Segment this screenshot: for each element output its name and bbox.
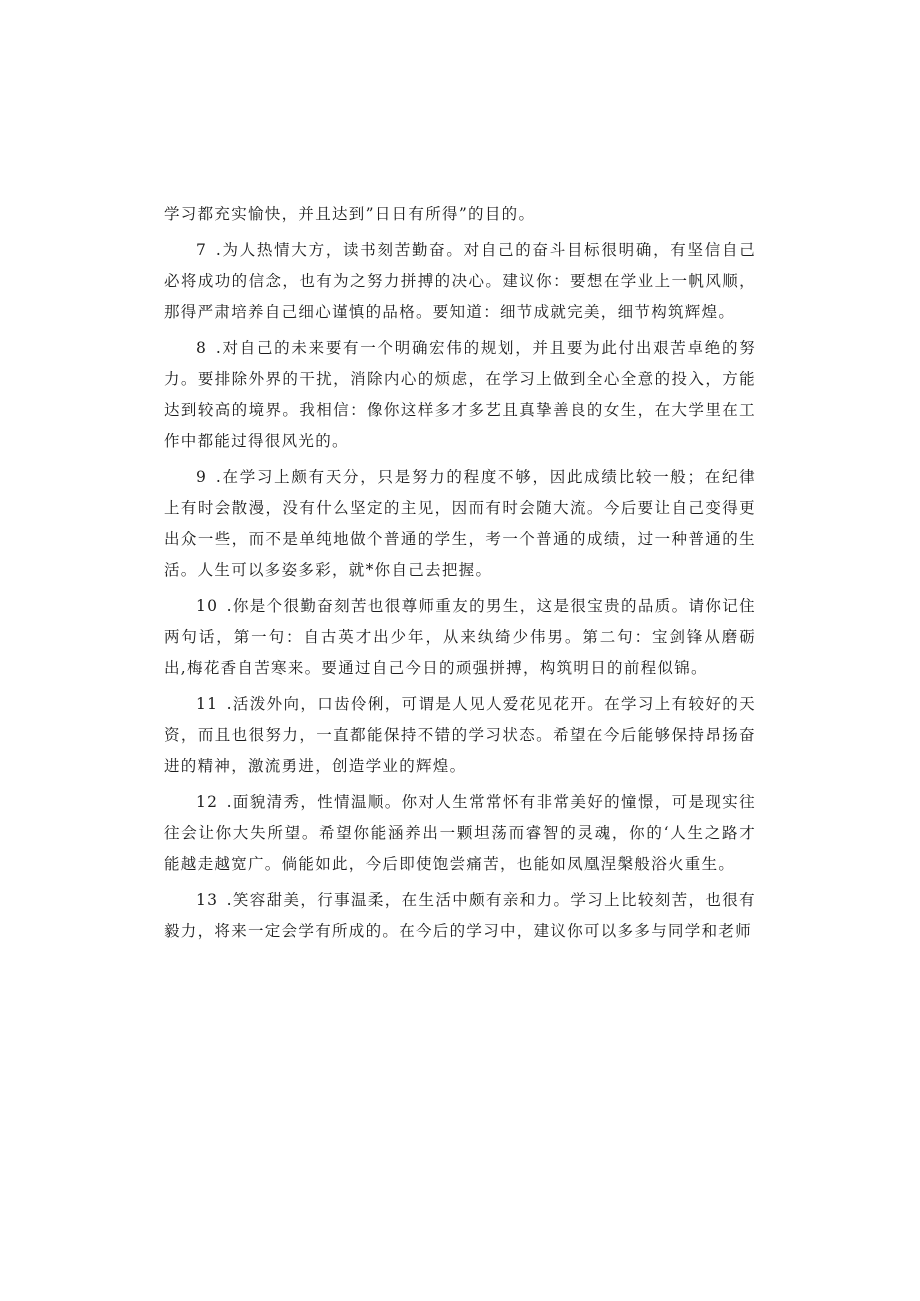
paragraph-10	[164, 591, 756, 684]
paragraph-number-separator: .	[220, 891, 233, 909]
paragraph-number: 9	[196, 468, 208, 486]
paragraph-number: 10	[196, 597, 219, 615]
paragraph-9	[164, 462, 756, 586]
paragraph-number: 13	[196, 891, 219, 909]
paragraph-7	[164, 235, 756, 328]
paragraph-number: 12	[196, 793, 219, 811]
paragraph-text: 笑容甜美，行事温柔，在生活中颇有亲和力。学习上比较刻苦，也很有毅力，将来一定会学有所成的。在今后的学习中，建议你可以多多与同学和老师	[164, 891, 756, 940]
paragraph-number-separator: .	[220, 793, 233, 811]
paragraph-11	[164, 689, 756, 782]
paragraph-13	[164, 885, 756, 947]
paragraph-text: 学习都充实愉快，并且达到”日日有所得”的目的。	[164, 205, 536, 223]
paragraph-text: 活泼外向，口齿伶俐，可谓是人见人爱花见花开。在学习上有较好的天资，而且也很努力，一直都能保持不错的学习状态。希望在今后能够保持昂扬奋进的精神，激流勇进，创造学业的辉煌。	[164, 695, 756, 775]
paragraph-number-separator: .	[220, 597, 233, 615]
paragraph-12	[164, 787, 756, 880]
paragraph-number-separator: .	[209, 241, 223, 259]
paragraph-number-separator: .	[209, 468, 223, 486]
paragraph-number-separator: .	[209, 339, 223, 357]
paragraph-number: 11	[196, 695, 219, 713]
paragraph-text: 对自己的未来要有一个明确宏伟的规划，并且要为此付出艰苦卓绝的努力。要排除外界的干扰，消除内心的烦虑，在学习上做到全心全意的投入，方能达到较高的境界。我相信：像你这样多才多艺且真挚善良的女生，在大学里在工作中都能过得很风光的。	[164, 339, 756, 450]
paragraph-text: 为人热情大方，读书刻苦勤奋。对自己的奋斗目标很明确，有坚信自己必将成功的信念，也有为之努力拼搏的决心。建议你：要想在学业上一帆风顺，那得严肃培养自己细心谨慎的品格。要知道：细节成就完美，细节构筑辉煌。	[164, 241, 756, 321]
paragraph-number: 7	[196, 241, 208, 259]
paragraph-number-separator: .	[220, 695, 233, 713]
paragraph-8	[164, 333, 756, 457]
document-body	[164, 199, 756, 952]
paragraph-text: 在学习上颇有天分，只是努力的程度不够，因此成绩比较一般；在纪律上有时会散漫，没有什么坚定的主见，因而有时会随大流。今后要让自己变得更出众一些，而不是单纯地做个普通的学生，考一个普通的成绩，过一种普通的生活。人生可以多姿多彩，就*你自己去把握。	[164, 468, 756, 579]
paragraph-number: 8	[196, 339, 208, 357]
paragraph-text: 面貌清秀，性情温顺。你对人生常常怀有非常美好的憧憬，可是现实往往会让你大失所望。希望你能涵养出一颗坦荡而睿智的灵魂，你的‘人生之路才能越走越宽广。倘能如此，今后即使饱尝痛苦，也能如凤凰涅槃般浴火重生。	[164, 793, 756, 873]
paragraph-continued	[164, 199, 756, 230]
paragraph-text: 你是个很勤奋刻苦也很尊师重友的男生，这是很宝贵的品质。请你记住两句话，第一句：自古英才出少年，从来纨绮少伟男。第二句：宝剑锋从磨砺出,梅花香自苦寒来。要通过自己今日的顽强拼搏，构筑明日的前程似锦。	[164, 597, 756, 677]
